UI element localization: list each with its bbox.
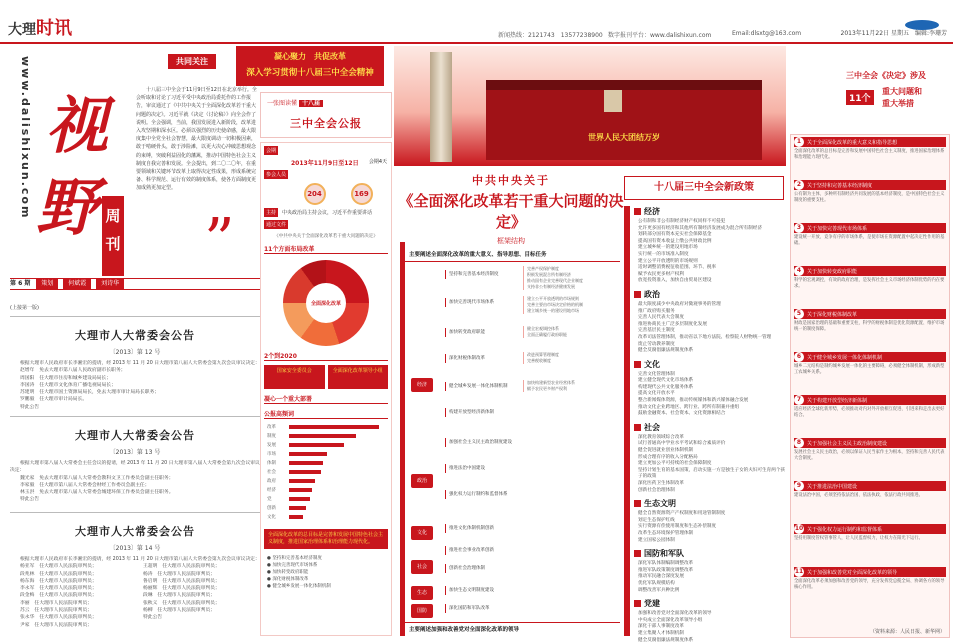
timeline-heading: 2个到2020 [264,351,388,361]
title-char-2: 野 [36,171,99,244]
reform-leading-group: 全面深化改革领导小组 [328,365,389,389]
slogan-a: 凝心聚力 共促改革 [274,52,346,61]
keyword-bar [267,495,385,503]
policy-section: 党建 加强和改善党对全面深化改革的领导 中央成立全面深化改革领导小组 深化干部人事制度改革 建立集聚人才体制机制 健全反腐倡廉法规制度体系 [634,598,786,643]
notice-number: 〔2013〕第 13 号 [109,449,161,456]
issue-tag: 刘诗华 [96,279,124,289]
keyword-bar-fill [289,479,315,483]
gate-sign: 世界人民大团结万岁 [588,133,660,142]
site-url: www.dalishixun.com [19,56,32,220]
keyword-bar-label: 文化 [267,515,276,520]
list-item: 5 关于深化财税体制改革 财政是国家治理的基础和重要支柱，科学的财税体制是优化资源配置、维护市场统一的制度保障。 [794,310,945,332]
new-policy-banner: 十八届三中全会新政策 [624,176,784,200]
keyword-bar [267,441,385,449]
keyword-bar-label: 创新 [267,506,276,511]
portrait [604,90,622,112]
framework-branch: 强化权力运行制约和监督体系 [445,490,515,499]
framework-leaf: 健全宏观调控体系 全面正确履行政府职能 [523,326,619,338]
notice-12 [10,316,260,414]
keyword-bar-fill [289,497,310,501]
keyword-bar [267,432,385,440]
source-note: （资料来源：人民日报、新华网） [869,629,945,635]
policy-section: 文化 完善文化管理体制 建立健全现代文化市场体系 构建现代公共文化服务体系 提高文化开放水平 整合新闻媒体资源，推动传统媒体和新兴媒体融合发展 推动文化企业跨地区、跨行业、跨所有制兼并重组 鼓励金融资本、社会资本、文化资源相结合 [634,359,786,418]
keyword-bar-fill [289,425,379,429]
keyword-bar [267,423,385,431]
notice-names: 赵增年 免去大理市第八届人民政府副市长职务； 周国阳 任大理市住房和城乡建设局局长； 李国涛 任大理市文化体育广播电视局局长； 苏建明 任大理市国土资源局局长，免去大理市审计局局长职务； 罗鹏毅 任大理市审计局局长。 特此公告 [20,368,160,410]
communique-title: 三中全会公报 [290,117,362,130]
framework-node: 生态 [411,586,433,600]
notice-number: 〔2013〕第 14 号 [109,545,161,552]
framework-branch: 坚持和完善基本经济制度 [445,270,515,279]
framework-branch: 加快完善现代市场体系 [445,298,515,307]
framework-leaf: 改进预算管理制度 完善税收制度 [523,352,619,364]
page-header [0,0,953,44]
weekly-label: 周刊 [102,196,124,276]
framework-branch: 深化国防和军队改革 [445,604,515,613]
attendee-counts [291,183,385,205]
tag-host: 主持 [266,210,277,216]
keyword-bar-fill [289,461,323,465]
framework-node: 经济 [411,378,433,392]
policy-heading: 经济 [634,206,786,217]
communique-card [260,92,392,138]
issue-number: 第 6 期 [10,280,31,287]
notice-14 [10,512,260,636]
notice-title: 大理市人大常委会公告 [75,329,195,342]
keyword-bar [267,504,385,512]
framework-branch: 推进文化体制机制创新 [445,524,515,533]
section-tag: 共同关注 [168,54,216,69]
security-committee: 国家安全委员会 [264,365,325,389]
huabiao-pillar [430,52,452,162]
notice-title: 大理市人大常委会公告 [75,525,195,538]
framework-branch: 推进法治中国建设 [445,464,515,473]
policy-section: 社会 深化教育领域综合改革 试行普通高中学业水平考试和综合素质评价 健全促进就业创业体制机制 形成合理有序的收入分配格局 建立更加公平可持续的社会保障制度 坚持计划生育的基本国策，启动实施一方是独生子女的夫妇可生育两个孩子的政策 深化医药卫生体制改革 创新社会治理体制 [634,422,786,494]
list-item: 8 关于加强社会主义民主政治制度建设 发展社会主义民主政治，必须以保证人民当家作主为根本，坚持和完善人民代表大会制度。 [794,439,945,461]
notice-body: 根据大理市第八届人大常委会主任会议的提请，经 2013 年 11 月 20 日大理市第八届人大常委会第九次会议审议决定： [10,461,260,474]
keyword-bar-fill [289,434,356,438]
tiananmen-gate [486,80,762,160]
communique-sub: 一张图读懂 十八届 [267,98,385,107]
right-banner-title: 三中全会《决定》涉及 [846,71,926,80]
framework-top: 主要阐述全面深化改革的重大意义、指导思想、目标任务 [405,248,620,262]
framework-node: 国防 [411,604,433,618]
tag-pass: 通过文件 [266,222,287,228]
keyword-bar [267,513,385,521]
list-item: 2 关于坚持和完善基本经济制度 公有制为主体、多种所有制经济共同发展的基本经济制度，是中国特色社会主义制度的重要支柱。 [794,181,945,203]
list-item: 11 关于加强和改善党对全面深化改革的领导 全面深化改革必须加强和改善党的领导，充分发挥党总揽全局、协调各方的领导核心作用。 [794,568,945,590]
policy-list [624,206,786,643]
bars-heading: 公报高频词 [264,409,388,419]
policy-section: 经济 公有制和非公有制经济财产权同样不可侵犯 允许更多国有经济和其他所有制经济发展成为混合所有制经济 划转部分国有资本充实社会保障基金 提高国有资本收益上缴公共财政比例 建立城乡统一的建设用地市场 实行统一的市场准入制度 建立公平开放透明的市场规则 适时调整消费税征收范围、环节、税率 赋予农民更多财产权利 放宽投资准入，加快自由贸易区建设 [634,206,786,285]
framework-branch: 创新社会治理体制 [445,564,515,573]
framework-branch: 加快转变政府职能 [445,328,515,337]
framework-branch: 推进社会事业改革创新 [445,546,515,555]
slogan-banner [236,46,384,86]
policy-section: 国防和军队 深化军队体制编制调整改革 推进军队政策制度调整改革 推动军民融合深度发展 优化军队规模结构 调整改善军兵种比例 [634,548,786,594]
framework-branch: 构建开放型经济新体制 [445,408,515,417]
keyword-bar-label: 社会 [267,470,276,475]
keyword-bar-label: 发展 [267,443,276,448]
keyword-bar-fill [289,515,303,519]
newspaper-logo: 大理时讯 [8,18,72,39]
framework-branch: 加快生态文明制度建设 [445,586,515,595]
wheel-heading: 11个方面布局改革 [264,244,388,254]
framework-leaf: 加快构建新型农业经营体系 赋予农民更多财产权利 [523,380,619,392]
keyword-bar-fill [289,443,344,447]
keyword-bar-label: 改革 [267,425,276,430]
notice-names: 魏光家 免去大理市第八届人大常委会教科文卫工作委员会副主任职务； 李家毅 任大理市第八届人大常委会财经工作委员会副主任； 林玉洪 免去大理市第八届人大常委会城建环保工作委员会副主任职务。 特此公告 [20,475,174,503]
meeting-dates: 2013年11月9日至12日 会期4天 [291,159,387,167]
keyword-bar [267,450,385,458]
policy-heading: 党建 [634,598,786,609]
decision-title [396,172,626,248]
hotline: 新闻热线：2121743 13577238900 [498,32,603,39]
notice-13 [10,416,260,508]
policy-section: 生态文明 健全自然资源资产产权制度和用途管制制度 划定生态保护红线 实行资源有偿使用制度和生态补偿制度 改革生态环境保护管理体制 建立国家公园体制 [634,498,786,544]
measures-list [790,134,950,638]
issue-date: 2013年11月22日 星期五 编辑:李珊芳 [840,30,947,37]
framework-diagram [400,242,620,636]
reform-wheel [283,260,369,346]
list-item: 7 关于构建开放型经济新体制 适应经济全球化新形势，必须推动对内对外开放相互促进、引进来和走出去更好结合。 [794,396,945,418]
right-banner [790,46,950,130]
title-char-1: 视 [46,89,109,162]
infographic [260,142,392,636]
continued-note: (上接第一版) [10,305,39,311]
reform-list: ● 坚持和完善基本经济制度 ● 加快完善现代市场体系 ● 加快转变政府职能 ● 深化财税体制改革 ● 健全城乡发展一体化体制机制 [267,556,331,589]
notice-number: 〔2013〕第 12 号 [109,349,161,356]
right-banner-rest: 重大问题和 重大举措 [882,87,922,108]
keyword-bar-label: 市场 [267,452,276,457]
tag-meeting: 会期 [266,148,277,154]
framework-leaf: 建立公平开放透明的市场规则 完善主要由市场决定价格的机制 建立城乡统一的建设用地市场 [523,296,619,314]
keyword-bar-label: 经济 [267,488,276,493]
keyword-bar [267,477,385,485]
framework-node: 政治 [411,474,433,488]
framework-leaf: 完善产权保护制度 积极发展混合所有制经济 推动国有企业完善现代企业制度 支持非公有制经济健康发展 [523,266,619,290]
list-item: 4 关于加快转变政府职能 科学的宏观调控，有效的政府治理，是发挥社会主义市场经济体制优势的内在要求。 [794,267,945,289]
new-bodies [264,365,388,389]
count-alternates: 169 [351,183,373,205]
wheel-center: 全面深化改革 [306,283,346,323]
framework-foot: 主要阐述加强和改善党对全面深化改革的领导 [405,622,620,636]
tag-people: 参会人员 [266,172,287,178]
issue-tag: 何斌霞 [63,279,91,289]
policy-section: 政治 最大限度减少中央政府对微观事务的管理 推广政府购买服务 完善人民代表大会制度 推进协商民主广泛多层制度化发展 完善基层民主制度 改革司法管理体制，推动省以下地方法院、检察院人财物统一管理 废止劳动教养制度 健全反腐倡廉法规制度体系 [634,289,786,355]
policy-heading: 政治 [634,289,786,300]
issue-tag: 策划 [36,279,58,289]
keyword-bar-fill [289,506,306,510]
notice-names: 杨亚军 任大理市人民法院审判员； 段兆林 任大理市人民法院审判员； 杨东海 任大理市人民法院审判员； 李永军 任大理市人民法院审判员； 段金梅 任大理市人民法院审判员； 李丽 任大理市人民法院审判员； 苏云 任大理市人民法院审判员； 张永华 任大理市人民法院审判员； 尹家 任大理市人民法院审判员； 王超明 任大理市人民法院审判员； 杨涛 任大理市人民法院审判员； 鲁启明 任大理市人民法院审判员； 杨丽辉 任大理市人民法院审判员； 段琳 任大理市人民法院审判员； 张秋义 任大理市人民法院审判员； 杨柳 任大理市人民法院审判员； 特此公告 [20,564,220,628]
list-item: 9 关于推进法治中国建设 建设法治中国，必须坚持依法治国、依法执政、依法行政共同推进。 [794,481,946,522]
policy-heading: 生态文明 [634,498,786,509]
reform-goal: 全面深化改革的总目标是完善和发展中国特色社会主义制度，推进国家治理体系和治理能力现代化。 [264,529,388,549]
keyword-bar-label: 政府 [267,479,276,484]
list-item: 6 关于健全城乡发展一体化体制机制 城乡二元结构是制约城乡发展一体化的主要障碍，必须健全体制机制，形成新型工农城乡关系。 [794,353,945,375]
keyword-bar-label: 体制 [267,461,276,466]
framework-branch: 健全城乡发展一体化体制机制 [445,382,515,391]
issue-bar [10,278,260,290]
keyword-bar [267,486,385,494]
decision-title-main: 《全面深化改革若干重大问题的决定》 [398,192,624,231]
host-text: 中央政治局主持会议，习近平作重要讲话 [282,210,373,216]
decision-title-sub: 框架结构 [497,237,525,245]
section-heading: 凝心一个重大部署 [264,394,388,404]
passed-document: 《中共中央关于全面深化改革若干重大问题的决定》 [274,234,378,239]
middle-column [246,46,786,643]
policy-heading: 社会 [634,422,786,433]
notice-title: 大理市人大常委会公告 [75,429,195,442]
framework-node: 社会 [411,560,433,574]
intro-text: 十八届三中全会于11月9日至12日在北京举行。全会听取和讨论了习近平受中央政治局委托作的工作报告，审议通过了《中共中央关于全面深化改革若干重大问题的决定》。习近平就《决定（讨论稿）》向全会作了说明。全会强调，当前，我国发展进入新阶段，改革进入攻坚期和深水区。必须以强烈的历史使命感，最大限度集中全党全社会智慧，最大限度调动一切积极因素，敢于啃硬骨头，敢于涉险滩，以更大决心冲破思想观念的束缚，突破利益固化的藩篱，推动中国特色社会主义制度自我完善和发展。全会提出，到二〇二〇年，在重要领域和关键环节改革上取得决定性成果，形成系统完备、科学规范、运行有效的制度体系，使各方面制度更加成熟更加定型。 [136,87,257,192]
policy-heading: 文化 [634,359,786,370]
notice-body: 根据大理市人民政府市长李湘宏的提请，经 2013 年 11 月 20 日大理市第八届人大常委会第九次会议审议决定： [20,557,260,562]
count-members: 204 [304,183,326,205]
list-item: 3 关于加快完善现代市场体系 建设统一开放、竞争有序的市场体系，是使市场在资源配置中起决定性作用的基础。 [794,224,945,246]
list-item: 1 关于全面深化改革的重大意义和指导思想 全面深化改革的总目标是完善和发展中国特色社会主义制度，推进国家治理体系和治理能力现代化。 [794,138,945,160]
right-column [790,46,950,638]
email: Email:dlsxtg@163.com [732,30,802,37]
framework-branch: 加强社会主义民主政治制度建设 [445,438,515,447]
list-item: 10 关于强化权力运行制约和监督体系 坚持用制度管权管事管人，让人民监督权力，让权力在阳光下运行。 [794,524,946,565]
brand-mark-icon [905,20,939,30]
policy-heading: 国防和军队 [634,548,786,559]
keyword-bars [267,423,385,521]
keyword-bar [267,459,385,467]
keyword-bar-fill [289,470,321,474]
keyword-bar-label: 制度 [267,434,276,439]
keyword-bar-label: 党 [267,497,272,502]
website: 数字报刊平台：www.dalishixun.com [608,32,712,39]
framework-branch: 深化财税体制改革 [445,354,515,363]
keyword-bar-fill [289,452,327,456]
keyword-bar-fill [289,488,312,492]
framework-node: 文化 [411,526,433,540]
left-column [8,46,261,636]
keyword-bar [267,468,385,476]
quote-mark-icon: ” [204,206,235,276]
right-banner-num: 11个 [846,90,874,105]
hero-image [394,46,786,166]
notice-body: 根据大理市人民政府市长李湘宏的提请，经 2013 年 11 月 20 日大理市第八届人大常委会第九次会议审议决定： [20,361,260,366]
slogan-b: 深入学习贯彻十八届三中全会精神 [246,68,374,78]
decision-title-pre: 中共中央关于 [472,174,550,187]
